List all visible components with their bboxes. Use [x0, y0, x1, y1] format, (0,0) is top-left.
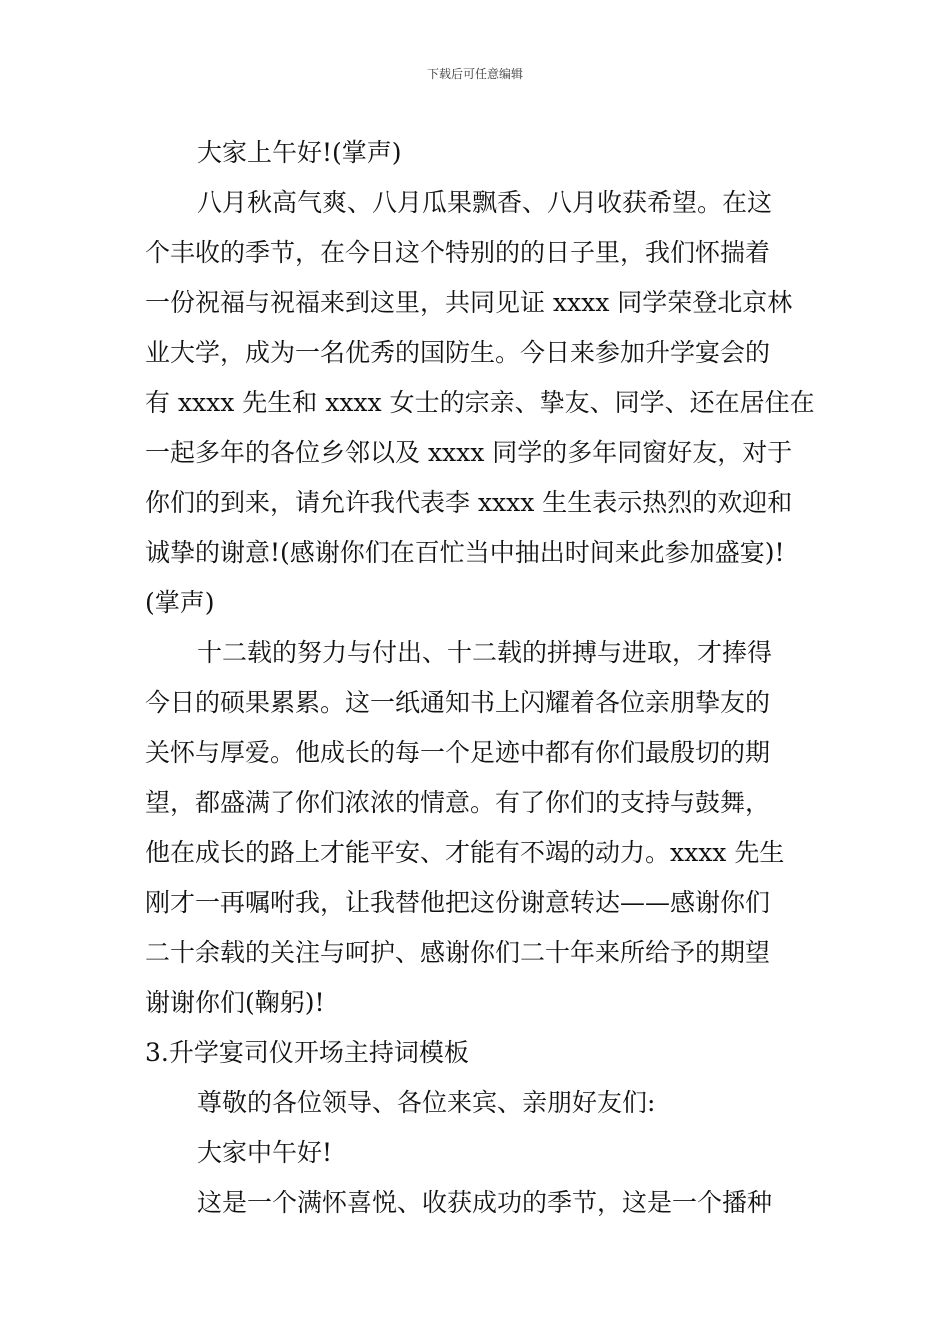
paragraph-line: 八月秋高气爽、八月瓜果飘香、八月收获希望。在这	[197, 188, 773, 217]
greeting-line: 大家中午好!	[197, 1138, 333, 1167]
paragraph-line: 业大学，成为一名优秀的国防生。今日来参加升学宴会的	[145, 338, 771, 367]
paragraph-line: 十二载的努力与付出、十二载的拼搏与进取，才捧得	[197, 638, 773, 667]
paragraph-line: 诚挚的谢意!(感谢你们在百忙当中抽出时间来此参加盛宴)!	[145, 538, 785, 567]
paragraph-line: 个丰收的季节，在今日这个特别的的日子里，我们怀揣着	[145, 238, 771, 267]
salutation-line: 尊敬的各位领导、各位来宾、亲朋好友们:	[197, 1088, 656, 1117]
greeting-line: 大家上午好!(掌声)	[197, 138, 402, 167]
paragraph-line: 今日的硕果累累。这一纸通知书上闪耀着各位亲朋挚友的	[145, 688, 771, 717]
paragraph-line: 望，都盛满了你们浓浓的情意。有了你们的支持与鼓舞，	[145, 788, 771, 817]
paragraph-line: 有 xxxx 先生和 xxxx 女士的宗亲、挚友、同学、还在居住在	[145, 388, 815, 417]
paragraph-line: 二十余载的关注与呵护、感谢你们二十年来所给予的期望	[145, 938, 771, 967]
download-note: 下载后可任意编辑	[426, 67, 523, 81]
paragraph-line: (掌声)	[145, 588, 215, 617]
paragraph-line: 刚才一再嘱咐我，让我替他把这份谢意转达——感谢你们	[145, 888, 771, 917]
paragraph-line: 他在成长的路上才能平安、才能有不竭的动力。xxxx 先生	[145, 838, 785, 867]
paragraph-line: 你们的到来，请允许我代表李 xxxx 生生表示热烈的欢迎和	[145, 488, 793, 517]
section-heading: 3.升学宴司仪开场主持词模板	[145, 1038, 469, 1067]
paragraph-line: 关怀与厚爱。他成长的每一个足迹中都有你们最殷切的期	[145, 738, 771, 767]
document-body	[145, 128, 815, 1228]
paragraph-line: 这是一个满怀喜悦、收获成功的季节，这是一个播种	[197, 1188, 773, 1217]
paragraph-line: 谢谢你们(鞠躬)!	[145, 988, 325, 1017]
paragraph-line: 一份祝福与祝福来到这里，共同见证 xxxx 同学荣登北京林	[145, 288, 793, 317]
paragraph-line: 一起多年的各位乡邻以及 xxxx 同学的多年同窗好友，对于	[145, 438, 793, 467]
